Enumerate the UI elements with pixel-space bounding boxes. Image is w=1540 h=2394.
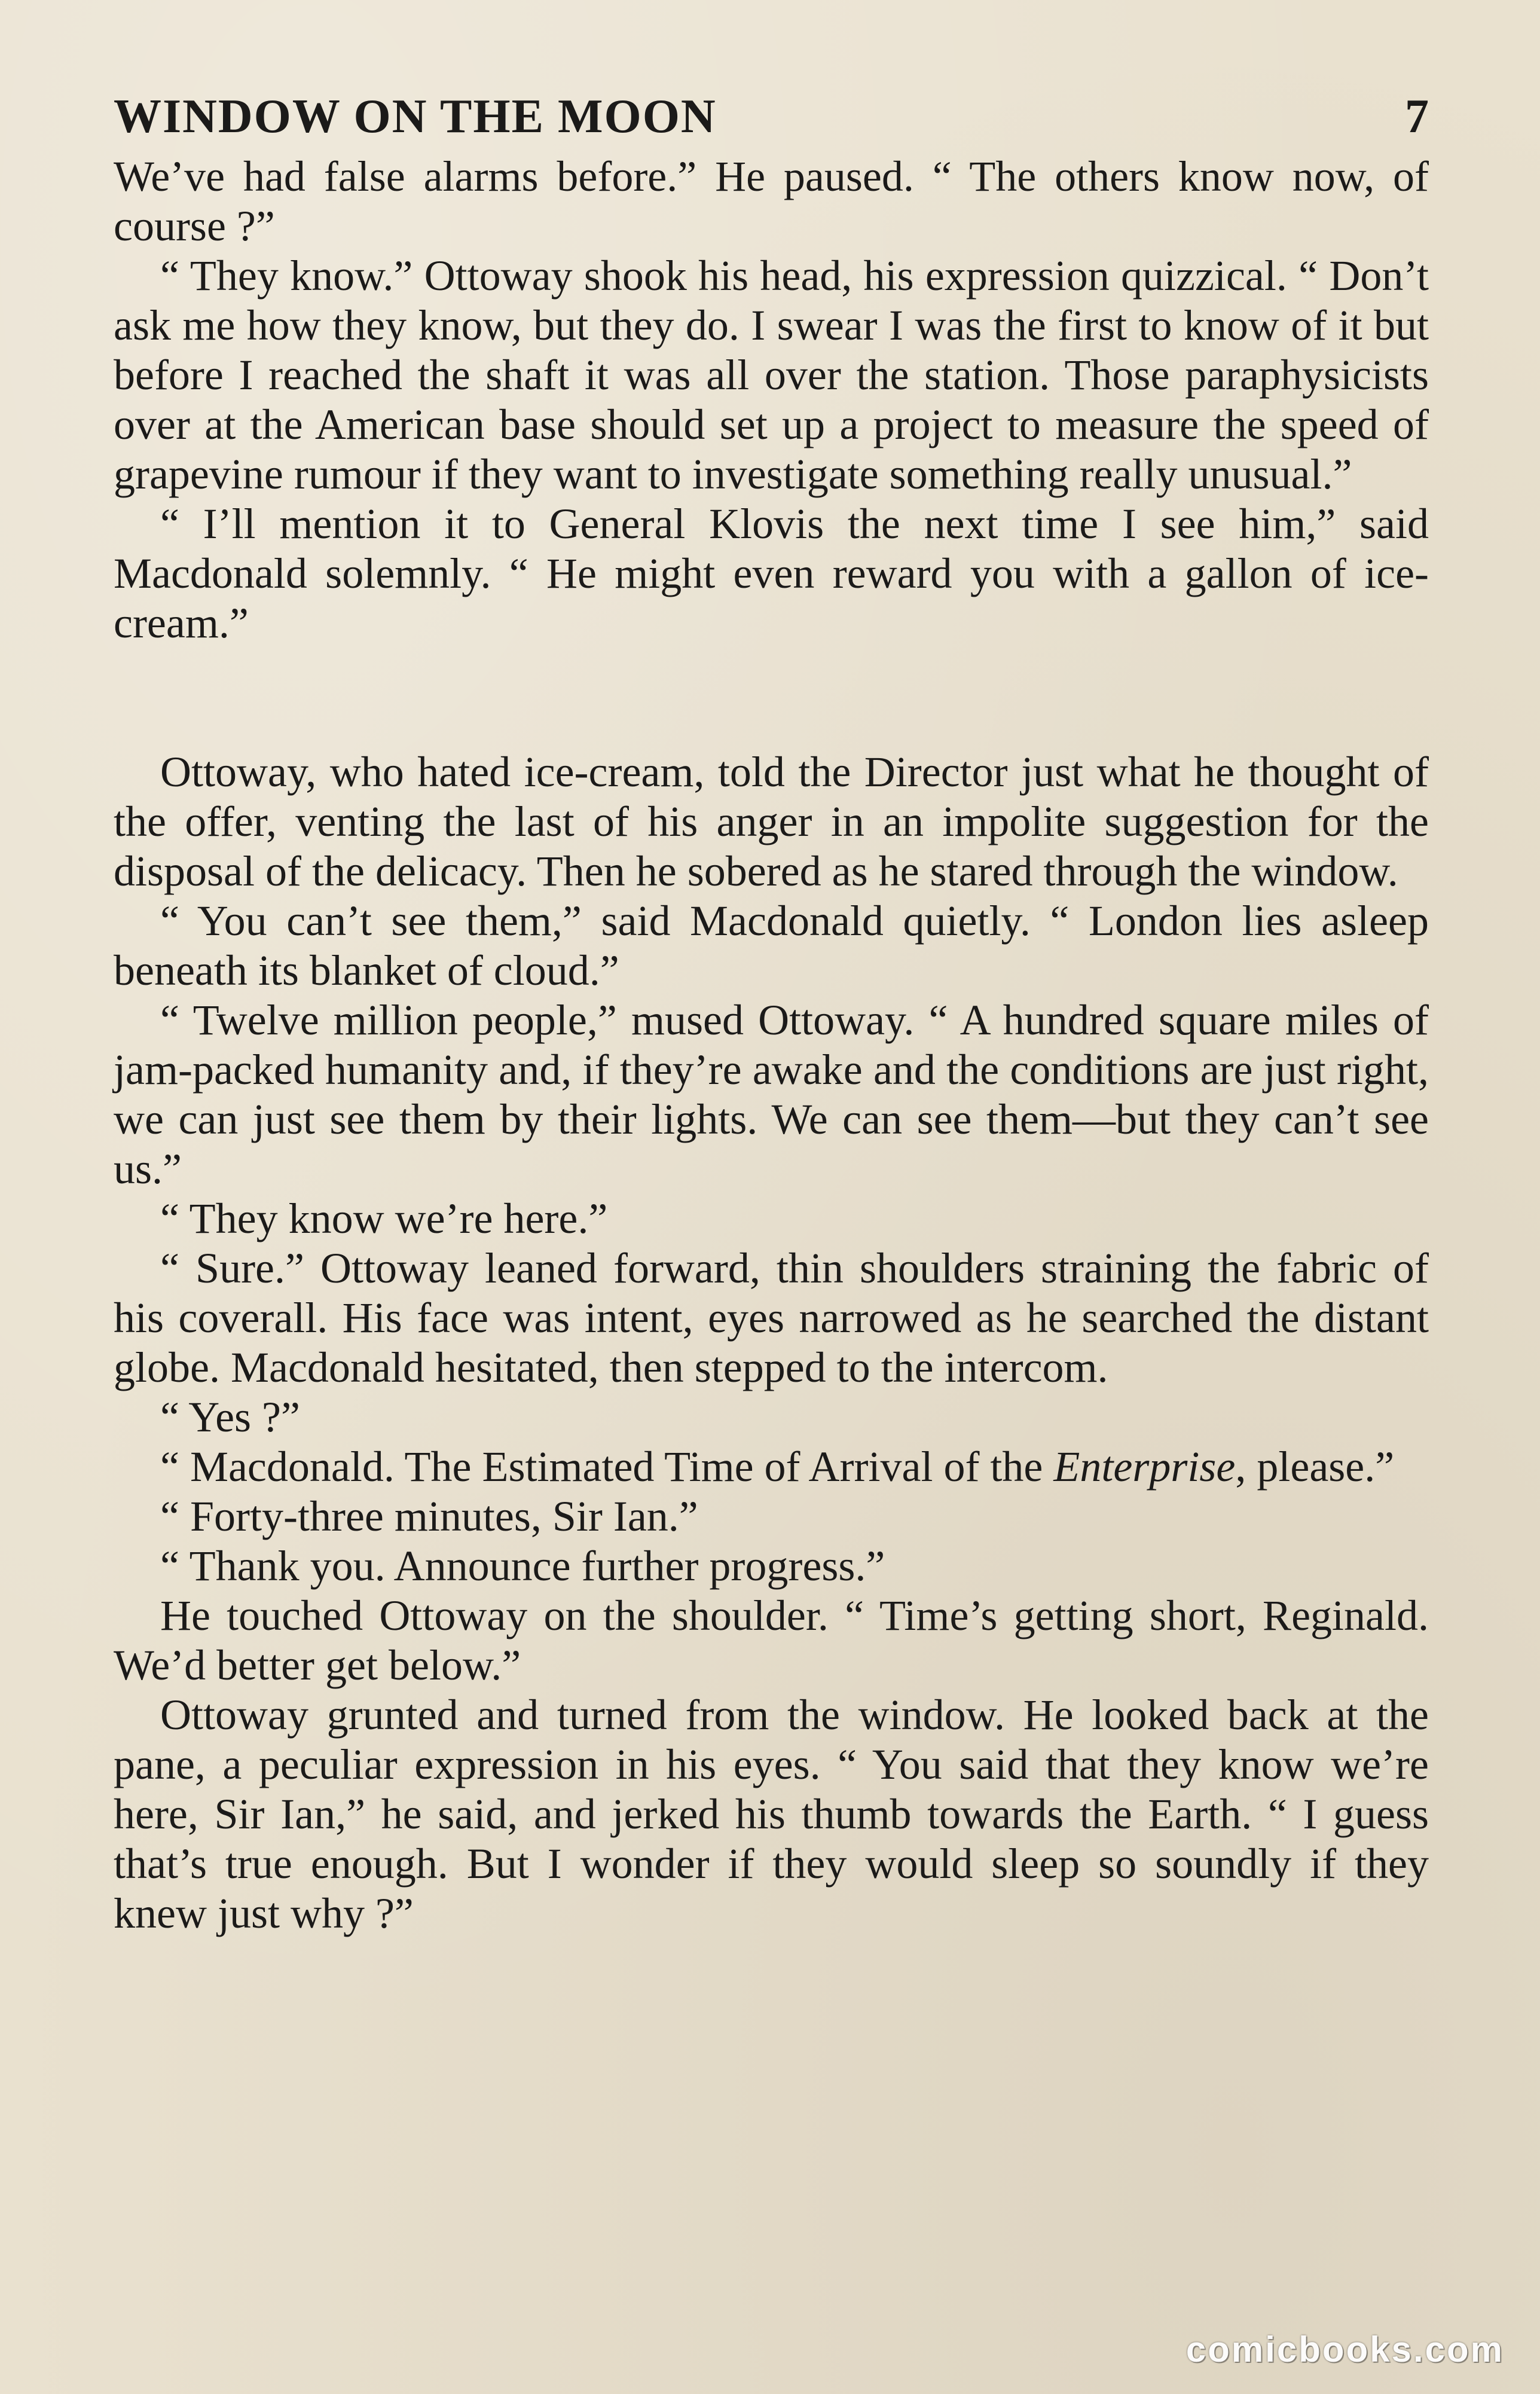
paragraph: “ They know we’re here.” xyxy=(160,1195,608,1242)
paragraph: “ You can’t see them,” said Macdonald quietly. “ London lies asleep beneath its blanket of cloud.” xyxy=(114,897,1429,994)
paragraph: “ Thank you. Announce further progress.” xyxy=(160,1542,885,1590)
paragraph: “ I’ll mention it to General Klovis the next time I see him,” said Macdonald solemnly. “ He might even reward you with a gallon of ice-cream.” xyxy=(114,500,1429,647)
enterprise-text-before: “ Macdonald. The Estimated Time of Arrival of the xyxy=(160,1443,1054,1491)
paragraph: “ They know.” Ottoway shook his head, his expression quizzical. “ Don’t ask me how they know, but they do. I swear I was the first to know of it but before I reached the shaft it was all over the station. Those paraphysicists over at the American base should set up a project to measure the speed of grapevine rumour if they want to investigate something really unusual.” xyxy=(114,252,1429,498)
enterprise-text-after: , please.” xyxy=(1235,1443,1395,1491)
page-number: 7 xyxy=(1405,90,1429,143)
paragraph: Ottoway, who hated ice-cream, told the Director just what he thought of the offer, venting the last of his anger in an impolite suggestion for the disposal of the delicacy. Then he sobered as he stared through the window. xyxy=(114,748,1429,895)
running-header xyxy=(114,90,1429,147)
paragraph: “ Sure.” Ottoway leaned forward, thin shoulders straining the fabric of his coverall. His face was intent, eyes narrowed as he searched the distant globe. Macdonald hesitated, then stepped to the intercom. xyxy=(114,1244,1429,1391)
paragraph: He touched Ottoway on the shoulder. “ Time’s getting short, Reginald. We’d better get below.” xyxy=(114,1592,1429,1689)
running-title: WINDOW ON THE MOON xyxy=(114,90,717,143)
paragraph-enterprise xyxy=(114,1442,1429,1492)
paragraph: “ Twelve million people,” mused Ottoway. “ A hundred square miles of jam-packed humanity and, if they’re awake and the conditions are just right, we can just see them by their lights. We can see them—but they can’t see us.” xyxy=(114,996,1429,1193)
watermark: comicbooks.com xyxy=(1185,2329,1504,2369)
body-text xyxy=(114,152,1429,1938)
section-break xyxy=(114,648,1429,747)
paragraph: “ Yes ?” xyxy=(160,1393,300,1441)
paragraph: “ Forty-three minutes, Sir Ian.” xyxy=(160,1492,698,1540)
paragraph: Ottoway grunted and turned from the window. He looked back at the pane, a peculiar expression in his eyes. “ You said that they know we’re here, Sir Ian,” he said, and jerked his thumb towards the Earth. “ I guess that’s true enough. But I wonder if they would sleep so soundly if they knew just why ?” xyxy=(114,1691,1429,1937)
paragraph: We’ve had false alarms before.” He paused. “ The others know now, of course ?” xyxy=(114,152,1429,250)
ship-name: Enterprise xyxy=(1053,1443,1236,1491)
book-page xyxy=(114,90,1429,2338)
